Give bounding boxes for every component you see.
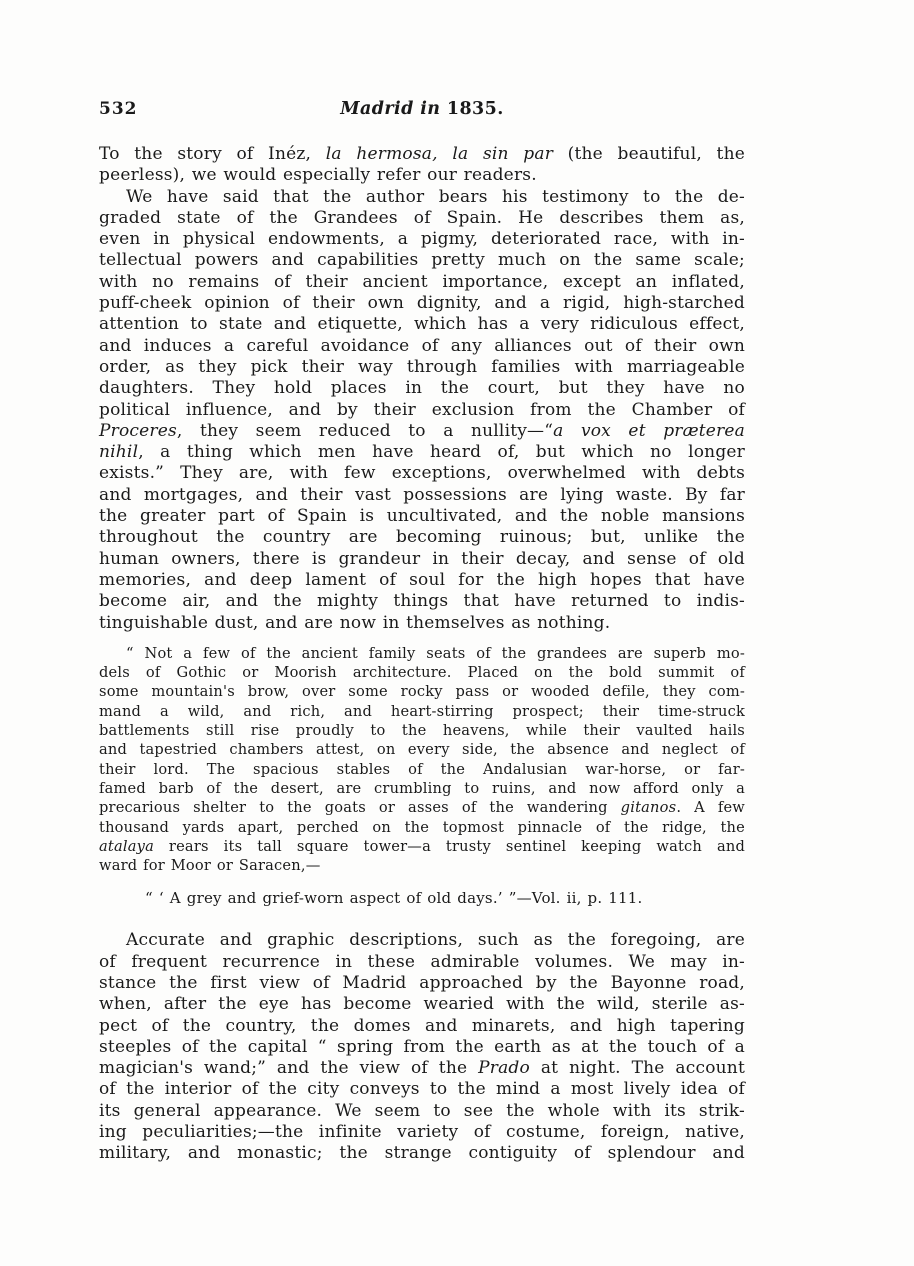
text-run: become air, and the mighty things that have returned to indis- bbox=[99, 591, 745, 612]
text-run: daughters. They hold places in the court, but they have no bbox=[99, 378, 745, 399]
text-run: (the beautiful, the bbox=[553, 144, 746, 164]
text-line bbox=[99, 442, 745, 463]
text-line bbox=[99, 798, 745, 817]
text-line bbox=[99, 663, 745, 682]
text-line bbox=[99, 549, 745, 570]
text-run: Accurate and graphic descriptions, such as the foregoing, are bbox=[126, 930, 745, 951]
text-run: dels of Gothic or Moorish architecture. Placed on the bold summit of bbox=[99, 664, 745, 682]
text-line bbox=[99, 702, 745, 721]
text-run: magician's wand;” and the view of the bbox=[99, 1058, 479, 1079]
page-body bbox=[99, 144, 745, 1165]
text-run: battlements still rise proudly to the heavens, while their vaulted hails bbox=[99, 722, 745, 740]
paragraph bbox=[99, 187, 745, 634]
text-run: thousand yards apart, perched on the topmost pinnacle of the ridge, the bbox=[99, 818, 745, 836]
text-line bbox=[99, 314, 745, 335]
text-run: political influence, and by their exclusion from the Chamber of bbox=[99, 399, 745, 420]
text-run: of frequent recurrence in these admirable volumes. We may in- bbox=[99, 951, 745, 972]
text-line bbox=[99, 1037, 745, 1058]
paragraph bbox=[99, 889, 745, 908]
text-line bbox=[99, 187, 745, 208]
text-line bbox=[99, 889, 745, 908]
text-line bbox=[99, 779, 745, 798]
text-run: ward for Moor or Saracen,— bbox=[99, 857, 321, 875]
page-header bbox=[99, 99, 745, 123]
text-line bbox=[99, 229, 745, 250]
text-line bbox=[99, 1101, 745, 1122]
text-line bbox=[99, 165, 745, 186]
text-line bbox=[99, 721, 745, 740]
text-run: rears its tall square tower—a trusty sentinel keeping watch and bbox=[153, 837, 745, 855]
text-line bbox=[99, 856, 745, 875]
text-line bbox=[99, 463, 745, 484]
text-run: , a thing which men have heard of, but which no longer bbox=[138, 442, 745, 463]
text-line bbox=[99, 336, 745, 357]
text-line bbox=[99, 378, 745, 399]
text-line bbox=[99, 1016, 745, 1037]
page-number: 532 bbox=[99, 99, 138, 119]
text-run: when, after the eye has become wearied with the wild, sterile as- bbox=[99, 994, 745, 1015]
text-line bbox=[99, 613, 745, 634]
text-run: of the interior of the city conveys to the mind a most lively idea of bbox=[99, 1079, 745, 1100]
text-run: , they seem reduced to a nullity—“ bbox=[176, 420, 554, 441]
text-run: even in physical endowments, a pigmy, deteriorated race, with in- bbox=[99, 229, 745, 250]
text-run: famed barb of the desert, are crumbling to ruins, and now afford only a bbox=[99, 779, 745, 797]
text-line bbox=[99, 973, 745, 994]
text-line bbox=[99, 1079, 745, 1100]
text-line bbox=[99, 952, 745, 973]
text-run: order, as they pick their way through families with marriageable bbox=[99, 356, 745, 377]
text-line bbox=[99, 293, 745, 314]
text-line bbox=[99, 760, 745, 779]
text-run: pect of the country, the domes and minarets, and high tapering bbox=[99, 1015, 745, 1036]
text-run: memories, and deep lament of soul for the high hopes that have bbox=[99, 569, 745, 590]
text-run: puff-cheek opinion of their own dignity, and a rigid, high-starched bbox=[99, 293, 745, 314]
text-line bbox=[99, 682, 745, 701]
text-run: stance the first view of Madrid approached by the Bayonne road, bbox=[99, 972, 745, 993]
italic-text-run: Proceres bbox=[99, 420, 177, 441]
paragraph bbox=[99, 144, 745, 187]
italic-text-run: la hermosa, la sin par bbox=[325, 144, 554, 164]
text-run: human owners, there is grandeur in their decay, and sense of old bbox=[99, 548, 745, 569]
text-line bbox=[99, 740, 745, 759]
paragraph bbox=[99, 930, 745, 1164]
running-title-italic: Madrid in bbox=[340, 99, 447, 119]
italic-text-run: a vox et præterea bbox=[553, 420, 745, 441]
text-run: We have said that the author bears his testimony to the de- bbox=[126, 186, 745, 207]
text-line bbox=[99, 272, 745, 293]
text-run: throughout the country are becoming ruinous; but, unlike the bbox=[99, 527, 745, 548]
text-line bbox=[99, 527, 745, 548]
text-run: its general appearance. We seem to see the whole with its strik- bbox=[99, 1100, 745, 1121]
text-line bbox=[99, 208, 745, 229]
italic-text-run: atalaya bbox=[99, 837, 154, 855]
text-run: To the story of Inéz, bbox=[99, 144, 326, 164]
text-run: “ Not a few of the ancient family seats of the grandees are superb mo- bbox=[126, 644, 745, 662]
text-run: at night. The account bbox=[529, 1058, 745, 1079]
text-line bbox=[99, 1122, 745, 1143]
text-line bbox=[99, 357, 745, 378]
text-line bbox=[99, 837, 745, 856]
text-run: “ ‘ A grey and grief-worn aspect of old days.’ ”—Vol. ii, p. 111. bbox=[145, 889, 643, 908]
text-run: tellectual powers and capabilities pretty much on the same scale; bbox=[99, 250, 745, 271]
italic-text-run: Prado bbox=[478, 1058, 530, 1079]
text-line bbox=[99, 144, 745, 165]
text-line bbox=[99, 485, 745, 506]
text-run: and induces a careful avoidance of any alliances out of their own bbox=[99, 335, 745, 356]
text-line bbox=[99, 570, 745, 591]
text-run: peerless), we would especially refer our readers. bbox=[99, 165, 537, 186]
paragraph bbox=[99, 644, 745, 876]
text-run: and tapestried chambers attest, on every side, the absence and neglect of bbox=[99, 741, 745, 759]
text-run: . A few bbox=[676, 799, 745, 817]
running-title bbox=[99, 99, 745, 119]
text-line bbox=[99, 421, 745, 442]
text-line bbox=[99, 818, 745, 837]
text-line bbox=[99, 506, 745, 527]
text-run: military, and monastic; the strange contiguity of splendour and bbox=[99, 1143, 745, 1164]
running-title-year: 1835. bbox=[446, 99, 504, 119]
text-run: attention to state and etiquette, which has a very ridiculous effect, bbox=[99, 314, 745, 335]
text-run: and mortgages, and their vast possessions are lying waste. By far bbox=[99, 484, 745, 505]
text-run: the greater part of Spain is uncultivated, and the noble mansions bbox=[99, 506, 745, 527]
text-run: graded state of the Grandees of Spain. He describes them as, bbox=[99, 207, 745, 228]
text-line bbox=[99, 1058, 745, 1079]
text-run: precarious shelter to the goats or asses of the wandering bbox=[99, 799, 621, 817]
text-line bbox=[99, 400, 745, 421]
italic-text-run: gitanos bbox=[620, 799, 677, 817]
text-line bbox=[99, 644, 745, 663]
italic-text-run: nihil bbox=[99, 442, 139, 463]
text-run: mand a wild, and rich, and heart-stirring prospect; their time-struck bbox=[99, 702, 745, 720]
text-line bbox=[99, 250, 745, 271]
text-line bbox=[99, 1143, 745, 1164]
text-run: their lord. The spacious stables of the Andalusian war-horse, or far- bbox=[99, 760, 745, 778]
text-line bbox=[99, 591, 745, 612]
text-line bbox=[99, 994, 745, 1015]
text-run: exists.” They are, with few exceptions, overwhelmed with debts bbox=[99, 463, 745, 484]
text-line bbox=[99, 930, 745, 951]
text-run: steeples of the capital “ spring from the earth as at the touch of a bbox=[99, 1036, 745, 1057]
text-run: tinguishable dust, and are now in themselves as nothing. bbox=[99, 612, 611, 633]
text-run: ing peculiarities;—the infinite variety of costume, foreign, native, bbox=[99, 1122, 745, 1143]
text-run: some mountain's brow, over some rocky pass or wooded defile, they com- bbox=[99, 683, 745, 701]
text-run: with no remains of their ancient importance, except an inflated, bbox=[99, 271, 745, 292]
